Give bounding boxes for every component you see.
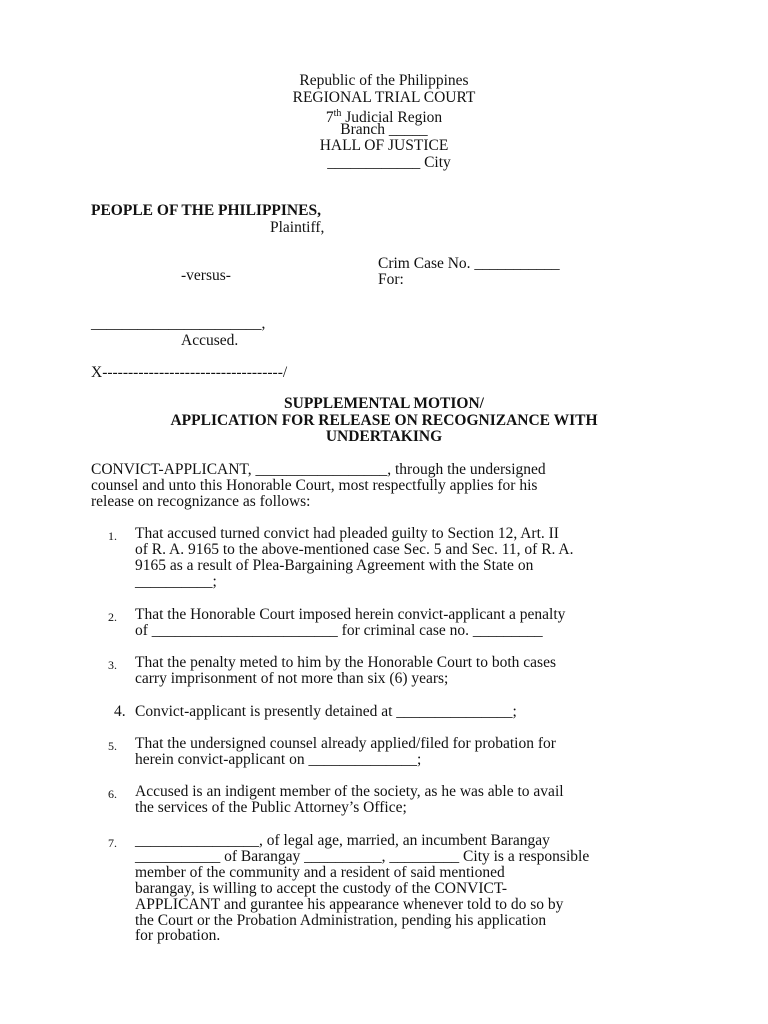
accused-label: Accused. <box>181 332 239 349</box>
header-branch: Branch _____ <box>340 121 428 138</box>
title-line-2: APPLICATION FOR RELEASE ON RECOGNIZANCE WITH <box>170 412 598 429</box>
item-text: That the penalty meted to him by the Honorable Court to both cases carry imprisonment of not more than six (6) years; <box>135 654 556 687</box>
versus-label: -versus- <box>181 267 231 284</box>
list-item <box>108 704 678 720</box>
region-ordinal: th <box>333 108 342 119</box>
case-number: Crim Case No. ___________ <box>378 255 560 272</box>
caption-separator: X-----------------------------------/ <box>91 364 288 381</box>
title-line-1: SUPPLEMENTAL MOTION/ <box>284 395 484 412</box>
list-item <box>108 655 678 687</box>
list-item <box>108 736 678 768</box>
intro-line-3: release on recognizance as follows: <box>91 493 311 510</box>
item-text: ________________, of legal age, married, an incumbent Barangay ___________ of Barangay __________, _________ City is a responsible member of the community and a resident of said mentioned barangay, is willing to accept the custody of the CONVICT- APPLICANT and gurantee his appearance whenever told to do so by the Court or the Probation Administration, pending his application for probation. <box>135 832 590 945</box>
list-item <box>108 784 678 816</box>
party-name: PEOPLE OF THE PHILIPPINES, <box>91 202 321 219</box>
item-text: That accused turned convict had pleaded guilty to Section 12, Art. II of R. A. 9165 to the above-mentioned case Sec. 5 and Sec. 11, of R. A. 9165 as a result of Plea-Bargaining Agreement with the State on __________; <box>135 525 574 590</box>
item-number: 6. <box>108 787 117 801</box>
accused-blank: ______________________, <box>91 315 266 332</box>
list-item <box>108 833 678 944</box>
item-number: 4. <box>114 703 126 720</box>
intro-line-1: CONVICT-APPLICANT, _________________, through the undersigned <box>91 461 546 478</box>
item-number: 1. <box>108 529 117 543</box>
item-number: 3. <box>108 658 117 672</box>
region-label: Judicial Region <box>341 109 443 127</box>
header-court: REGIONAL TRIAL COURT <box>292 89 476 106</box>
intro-line-2: counsel and unto this Honorable Court, most respectfully applies for his <box>91 477 538 494</box>
item-text: Convict-applicant is presently detained at _______________; <box>135 703 517 720</box>
region-number: 7 <box>325 109 334 127</box>
case-for: For: <box>378 271 404 288</box>
header-republic: Republic of the Philippines <box>299 72 469 89</box>
list-item <box>108 526 678 590</box>
list-item <box>108 607 678 639</box>
item-number: 7. <box>108 836 117 850</box>
header-city: ____________ City <box>327 154 451 171</box>
title-line-3: UNDERTAKING <box>325 428 443 445</box>
item-text: That the undersigned counsel already applied/filed for probation for herein convict-applicant on ______________; <box>135 735 556 768</box>
item-text: Accused is an indigent member of the society, as he was able to avail the services of the Public Attorney’s Office; <box>135 783 564 816</box>
item-number: 2. <box>108 610 117 624</box>
header-hall: HALL OF JUSTICE <box>319 137 449 154</box>
item-number: 5. <box>108 739 117 753</box>
item-text: That the Honorable Court imposed herein convict-applicant a penalty of ________________________ for criminal case no. _________ <box>135 606 566 639</box>
plaintiff-label: Plaintiff, <box>270 219 325 236</box>
